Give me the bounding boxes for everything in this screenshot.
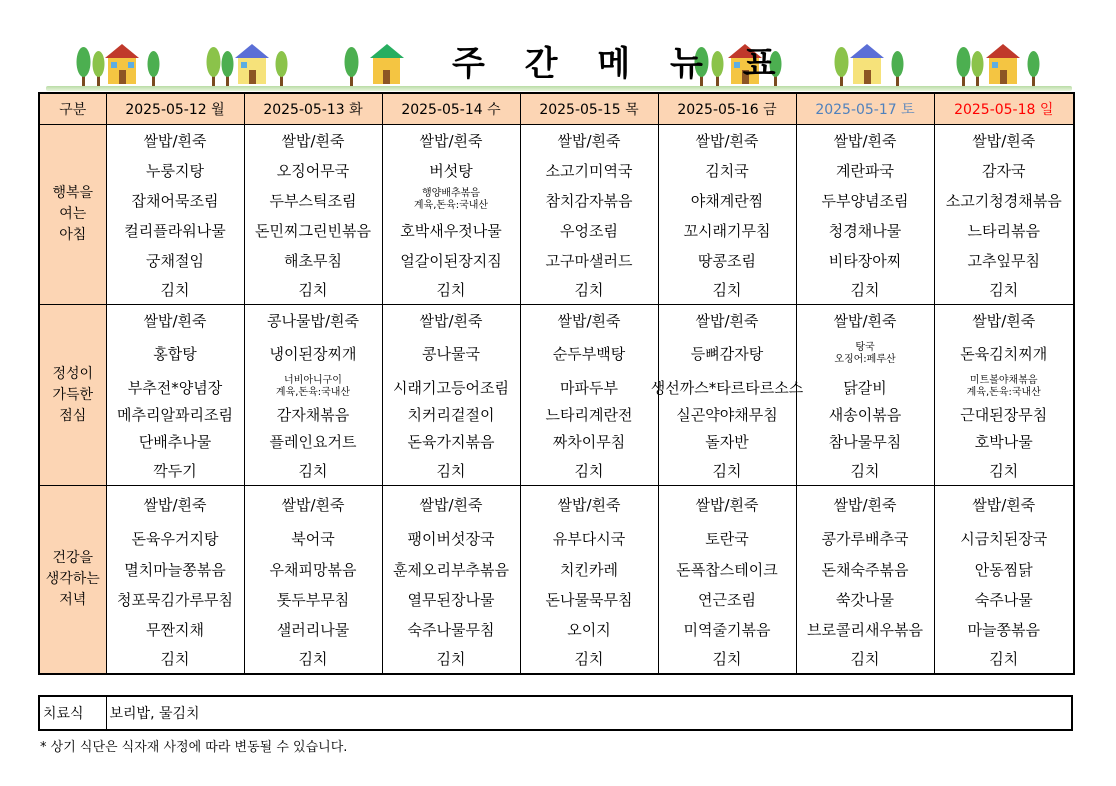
menu-item: 숙주나물 — [974, 590, 1033, 609]
menu-item: 돈육우거지탕 — [131, 529, 219, 548]
day-menu-cell — [382, 125, 520, 305]
menu-item: 호박새우젓나물 — [400, 221, 502, 240]
meal-label — [39, 305, 106, 486]
menu-item: 부추전*양념장 — [127, 378, 223, 397]
menu-item: 느타리볶음 — [967, 221, 1040, 240]
day-of-week: 월 — [211, 102, 225, 118]
menu-item: 훈제오리부추볶음 — [393, 560, 509, 579]
menu-item: 쌀밥/흰죽 — [695, 131, 759, 150]
menu-item: 쌀밥/흰죽 — [972, 131, 1036, 150]
menu-item: 안동찜닭 — [974, 560, 1033, 579]
menu-item: 생선까스*타르타르소스 — [650, 378, 804, 397]
menu-item: 쌀밥/흰죽 — [557, 131, 621, 150]
menu-item: 소고기청경채볶음 — [945, 191, 1062, 210]
meal-label-line: 저녁 — [59, 592, 87, 608]
menu-item: 북어국 — [291, 529, 335, 548]
tree-icon — [93, 51, 105, 86]
day-menu-cell — [106, 486, 244, 675]
diet-value: 보리밥, 물김치 — [106, 696, 1072, 730]
menu-item: 감자채볶음 — [276, 406, 350, 424]
menu-item: 김치 — [436, 462, 466, 480]
menu-item: 오징어무국 — [276, 161, 350, 180]
day-menu-cell — [796, 486, 934, 675]
meal-row — [39, 305, 1074, 486]
menu-item: 쌀밥/흰죽 — [695, 495, 759, 514]
tree-icon — [77, 47, 91, 86]
menu-item: 누룽지탕 — [146, 161, 204, 180]
menu-item: 김치 — [298, 462, 328, 480]
tree-icon — [835, 47, 849, 86]
menu-item: 미역줄기볶음 — [683, 620, 771, 639]
menu-item: 깍두기 — [153, 462, 197, 480]
house-icon — [235, 44, 269, 84]
meal-label-line: 가득한 — [52, 386, 94, 403]
meal-label-line: 행복을 — [52, 185, 94, 201]
menu-item: 플레인요거트 — [269, 433, 357, 451]
day-header — [382, 93, 520, 125]
menu-item: 홍합탕 — [153, 345, 197, 363]
menu-item: 얼갈이된장지짐 — [400, 251, 502, 270]
day-menu-cell — [244, 125, 382, 305]
menu-item: 김치 — [850, 281, 880, 299]
menu-item: 김치 — [712, 281, 742, 299]
tree-icon — [1028, 51, 1040, 86]
menu-item: 쌀밥/흰죽 — [143, 131, 207, 150]
menu-item: 행양배추볶음 계육,돈육:국내산 — [413, 188, 489, 211]
day-date: 2025-05-14 — [401, 102, 483, 118]
menu-item: 꼬시래기무침 — [683, 221, 771, 240]
day-menu-cell — [244, 486, 382, 675]
menu-item: 김치 — [436, 281, 466, 299]
meal-label-line: 건강을 — [52, 550, 94, 566]
page-title: 주 간 메 뉴 표 — [452, 44, 790, 84]
menu-item: 쌀밥/흰죽 — [833, 311, 897, 330]
day-of-week: 토 — [901, 102, 915, 118]
menu-item: 돈채숙주볶음 — [821, 560, 909, 579]
menu-item: 쌀밥/흰죽 — [557, 311, 621, 330]
day-date: 2025-05-17 — [815, 102, 897, 118]
menu-item: 닭갈비 — [843, 378, 887, 397]
house-icon — [370, 44, 404, 84]
menu-item: 김치 — [574, 650, 604, 668]
menu-item: 돈나물묵무침 — [545, 590, 633, 609]
menu-item: 돈육김치찌개 — [960, 345, 1048, 363]
menu-item: 숙주나물무침 — [407, 620, 495, 639]
menu-item: 쌀밥/흰죽 — [972, 495, 1036, 514]
tree-icon — [222, 51, 234, 86]
header-row — [39, 93, 1074, 125]
menu-item: 김치 — [574, 281, 604, 299]
menu-item: 쌀밥/흰죽 — [143, 311, 207, 330]
menu-item: 마파두부 — [560, 378, 618, 397]
menu-item: 미트볼야채볶음 계육,돈육:국내산 — [966, 375, 1041, 398]
menu-item: 소고기미역국 — [545, 161, 633, 180]
day-date: 2025-05-13 — [263, 102, 345, 118]
meal-label-line: 아침 — [59, 227, 87, 243]
therapeutic-diet-table — [38, 695, 1073, 731]
menu-item: 콩나물국 — [422, 345, 480, 363]
menu-item: 연근조림 — [698, 590, 756, 609]
menu-item: 돌자반 — [705, 433, 749, 451]
tree-icon — [957, 47, 971, 86]
menu-item: 김치 — [160, 281, 190, 299]
menu-item: 야채계란찜 — [690, 191, 764, 210]
tree-icon — [972, 51, 984, 86]
day-date: 2025-05-18 — [954, 102, 1036, 118]
menu-item: 컬리플라워나물 — [124, 221, 226, 240]
menu-item: 우엉조림 — [560, 221, 618, 240]
diet-label: 치료식 — [39, 696, 106, 730]
menu-item: 냉이된장찌개 — [269, 345, 357, 363]
day-header-saturday — [796, 93, 934, 125]
menu-item: 두부양념조림 — [821, 191, 909, 210]
menu-item: 실곤약야채무침 — [676, 406, 778, 424]
menu-item: 짜차이무침 — [552, 433, 626, 451]
day-menu-cell — [658, 125, 796, 305]
menu-item: 김치 — [989, 281, 1019, 299]
menu-item: 김치 — [574, 462, 604, 480]
day-of-week: 수 — [487, 102, 501, 118]
menu-item: 김치 — [989, 650, 1019, 668]
menu-item: 토란국 — [705, 529, 749, 548]
tree-icon — [207, 47, 221, 86]
menu-item: 오이지 — [567, 620, 611, 639]
day-date: 2025-05-15 — [539, 102, 621, 118]
day-header — [520, 93, 658, 125]
menu-item: 마늘쫑볶음 — [967, 620, 1040, 639]
menu-item: 김치 — [436, 650, 466, 668]
menu-item: 쌀밥/흰죽 — [833, 495, 897, 514]
day-menu-cell — [934, 125, 1074, 305]
day-of-week: 금 — [763, 102, 777, 118]
day-menu-cell — [934, 486, 1074, 675]
day-header — [658, 93, 796, 125]
day-menu-cell — [520, 486, 658, 675]
day-menu-cell — [796, 305, 934, 486]
menu-item: 계란파국 — [836, 161, 894, 180]
menu-item: 김치 — [989, 462, 1019, 480]
menu-item: 치킨카레 — [560, 560, 618, 579]
day-menu-cell — [520, 125, 658, 305]
menu-item: 참나물무침 — [828, 433, 902, 451]
menu-item: 콩가루배추국 — [821, 529, 909, 548]
menu-item: 김치 — [298, 281, 328, 299]
day-menu-cell — [244, 305, 382, 486]
menu-item: 김치국 — [705, 161, 749, 180]
menu-item: 유부다시국 — [552, 529, 626, 548]
menu-item: 등뼈감자탕 — [690, 345, 764, 363]
menu-item: 호박나물 — [974, 433, 1033, 451]
menu-item: 쌀밥/흰죽 — [557, 495, 621, 514]
menu-item: 느타리계란전 — [545, 406, 633, 424]
menu-item: 돈민찌그린빈볶음 — [255, 221, 371, 240]
day-header-sunday — [934, 93, 1074, 125]
menu-item: 쌀밥/흰죽 — [419, 495, 483, 514]
tree-icon — [148, 51, 160, 86]
menu-item: 쑥갓나물 — [836, 590, 894, 609]
menu-item: 새송이볶음 — [828, 406, 902, 424]
meal-label — [39, 486, 106, 675]
day-menu-cell — [796, 125, 934, 305]
menu-item: 김치 — [160, 650, 190, 668]
menu-item: 돈폭찹스테이크 — [676, 560, 778, 579]
meal-label-line: 생각하는 — [45, 571, 100, 587]
menu-item: 무짠지채 — [146, 620, 204, 639]
day-of-week: 목 — [625, 102, 639, 118]
menu-item: 쌀밥/흰죽 — [281, 495, 345, 514]
menu-item: 고구마샐러드 — [545, 251, 633, 270]
tree-icon — [345, 47, 359, 86]
meal-label — [39, 125, 106, 305]
menu-item: 메추리알꽈리조림 — [117, 406, 233, 424]
day-menu-cell — [382, 305, 520, 486]
menu-item: 쌀밥/흰죽 — [281, 131, 345, 150]
menu-item: 멸치마늘쫑볶음 — [124, 560, 226, 579]
menu-item: 잡채어묵조림 — [131, 191, 219, 210]
menu-item: 김치 — [850, 462, 880, 480]
menu-item: 해초무침 — [284, 251, 342, 270]
day-date: 2025-05-12 — [125, 102, 207, 118]
menu-item: 땅콩조림 — [698, 251, 756, 270]
menu-item: 버섯탕 — [429, 161, 473, 180]
menu-item: 단배추나물 — [138, 433, 212, 451]
menu-item: 두부스틱조림 — [269, 191, 357, 210]
header-label: 구분 — [39, 93, 106, 125]
day-menu-cell — [650, 305, 804, 486]
footnote: * 상기 식단은 식자재 사정에 따라 변동될 수 있습니다. — [40, 740, 348, 755]
menu-item: 쌀밥/흰죽 — [695, 311, 759, 330]
menu-item: 시래기고등어조림 — [393, 378, 509, 397]
day-header — [106, 93, 244, 125]
menu-item: 감자국 — [982, 161, 1026, 180]
menu-item: 샐러리나물 — [276, 620, 350, 639]
meal-label-line: 점심 — [59, 407, 87, 424]
menu-item: 김치 — [850, 650, 880, 668]
day-of-week: 화 — [349, 102, 363, 118]
meal-label-line: 여는 — [59, 206, 87, 222]
menu-item: 쌀밥/흰죽 — [972, 311, 1036, 330]
menu-item: 너비아니구이 계육,돈육:국내산 — [275, 375, 351, 398]
menu-item: 팽이버섯장국 — [407, 529, 495, 548]
diet-row — [39, 696, 1072, 730]
house-icon — [850, 44, 884, 84]
day-menu-cell — [934, 305, 1074, 486]
menu-item: 근대된장무침 — [960, 406, 1048, 424]
weekly-menu-table — [38, 92, 1075, 675]
menu-item: 돈육가지볶음 — [407, 433, 495, 451]
menu-item: 김치 — [298, 650, 328, 668]
day-menu-cell — [106, 125, 244, 305]
ground-strip — [46, 86, 1072, 91]
menu-item: 브로콜리새우볶음 — [807, 620, 923, 639]
menu-item: 치커리겉절이 — [407, 406, 495, 424]
menu-item: 청포묵김가루무침 — [117, 590, 233, 609]
meal-row — [39, 125, 1074, 305]
day-menu-cell — [520, 305, 658, 486]
menu-item: 쌀밥/흰죽 — [833, 131, 897, 150]
house-icon — [105, 44, 139, 84]
menu-item: 궁채절임 — [146, 251, 204, 270]
menu-item: 시금치된장국 — [960, 529, 1048, 548]
meal-row — [39, 486, 1074, 675]
day-menu-cell — [106, 305, 244, 486]
menu-item: 순두부백탕 — [552, 345, 626, 363]
menu-item: 고추잎무침 — [967, 251, 1040, 270]
menu-item: 열무된장나물 — [407, 590, 495, 609]
tree-icon — [892, 51, 904, 86]
day-of-week: 일 — [1039, 102, 1054, 118]
menu-item: 김치 — [712, 462, 742, 480]
menu-item: 비타장아찌 — [828, 251, 902, 270]
menu-item: 쌀밥/흰죽 — [419, 131, 483, 150]
day-menu-cell — [382, 486, 520, 675]
menu-item: 김치 — [712, 650, 742, 668]
day-menu-cell — [658, 486, 796, 675]
header-scenery-left — [70, 34, 400, 90]
menu-item: 참치감자볶음 — [545, 191, 633, 210]
day-header — [244, 93, 382, 125]
menu-item: 쌀밥/흰죽 — [143, 495, 207, 514]
menu-item: 우채피망볶음 — [269, 560, 357, 579]
menu-item: 청경채나물 — [828, 221, 902, 240]
meal-label-line: 정성이 — [52, 365, 94, 382]
house-icon — [986, 44, 1020, 84]
menu-item: 쌀밥/흰죽 — [419, 311, 483, 330]
menu-item: 콩나물밥/흰죽 — [267, 311, 359, 330]
tree-icon — [276, 51, 288, 86]
menu-item: 톳두부무침 — [276, 590, 350, 609]
menu-item: 탕국 오징어:페루산 — [834, 341, 896, 365]
day-date: 2025-05-16 — [677, 102, 759, 118]
